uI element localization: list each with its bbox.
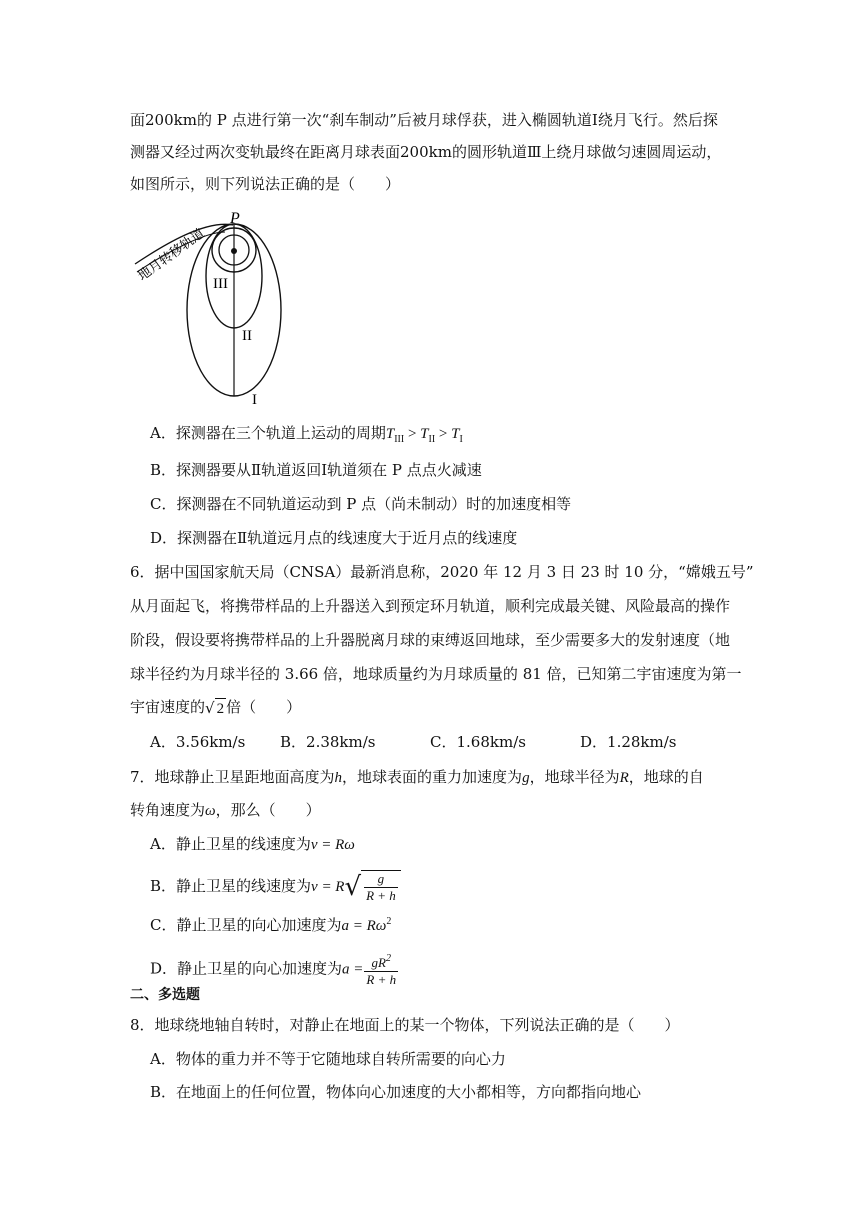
q6-option-b: B．2.38km/s	[280, 733, 376, 751]
q6-option-d: D．1.28km/s	[580, 733, 677, 751]
sqrt-two: √ 2	[205, 699, 225, 717]
sqrt-fraction: √ $\frac{g}{R + h}$	[344, 870, 400, 904]
q7-option-c: C．静止卫星的向心加速度为$a = R\omega^2$	[150, 916, 392, 934]
q5-stem-line3: 如图所示，则下列说法正确的是（ ）	[130, 175, 401, 193]
orbit-2-label: II	[242, 328, 252, 344]
q6-line4: 球半径约为月球半径的 3.66 倍，地球质量约为月球质量的 81 倍，已知第二宇宙速度为第一	[130, 665, 742, 683]
q5-option-c: C．探测器在不同轨道运动到 P 点（尚未制动）时的加速度相等	[150, 495, 572, 513]
orbit-figure	[125, 208, 285, 408]
q7-option-d: D．静止卫星的向心加速度为a = $\frac{gR^2}{R + h}$	[150, 953, 397, 987]
q8-option-b: B．在地面上的任何位置，物体向心加速度的大小都相等，方向都指向地心	[150, 1083, 642, 1101]
q5-option-d: D．探测器在Ⅱ轨道远月点的线速度大于近月点的线速度	[150, 529, 518, 547]
q5-option-b: B．探测器要从Ⅱ轨道返回Ⅰ轨道须在 P 点点火减速	[150, 461, 482, 479]
transfer-orbit-label: 地月转移轨道	[134, 225, 207, 284]
q5-option-a: A．探测器在三个轨道上运动的周期$T_{III} > T_{II} > T_I$	[150, 424, 463, 445]
q7-option-a: A．静止卫星的线速度为v = Rω	[150, 835, 355, 853]
q7-line1: 7．地球静止卫星距地面高度为h，地球表面的重力加速度为g，地球半径为R，地球的自	[130, 768, 704, 786]
q6-line2: 从月面起飞，将携带样品的上升器送入到预定环月轨道，顺利完成最关键、风险最高的操作	[130, 597, 731, 615]
q6-option-a: A．3.56km/s	[150, 733, 246, 751]
orbit-3-label: III	[213, 276, 228, 292]
q7-option-b: B．静止卫星的线速度为v = R √ $\frac{g}{R + h}$	[150, 870, 401, 904]
q6-line3: 阶段，假设要将携带样品的上升器脱离月球的束缚返回地球，至少需要多大的发射速度（地	[130, 631, 731, 649]
point-p-label: P	[230, 210, 240, 227]
q8-option-a: A．物体的重力并不等于它随地球自转所需要的向心力	[150, 1050, 506, 1068]
q8-line1: 8．地球绕地轴自转时，对静止在地面上的某一个物体，下列说法正确的是（ ）	[130, 1016, 680, 1034]
section-heading-multiple-choice: 二、多选题	[130, 987, 200, 1003]
q6-option-c: C．1.68km/s	[430, 733, 526, 751]
q5-stem-line2: 测器又经过两次变轨最终在距离月球表面200km的圆形轨道Ⅲ上绕月球做匀速圆周运动，	[130, 143, 722, 161]
orbit-1-label: I	[252, 392, 257, 408]
q6-line5: 宇宙速度的 √ 2 倍（ ）	[130, 698, 302, 717]
q5-stem-line1: 面200km的 P 点进行第一次“刹车制动”后被月球俘获，进入椭圆轨道Ⅰ绕月飞行。然后探	[130, 111, 718, 129]
q6-line1: 6．据中国国家航天局（CNSA）最新消息称，2020 年 12 月 3 日 23 时 10 分，“嫦娥五号”	[130, 563, 754, 581]
q7-line2: 转角速度为ω，那么（ ）	[130, 801, 321, 819]
